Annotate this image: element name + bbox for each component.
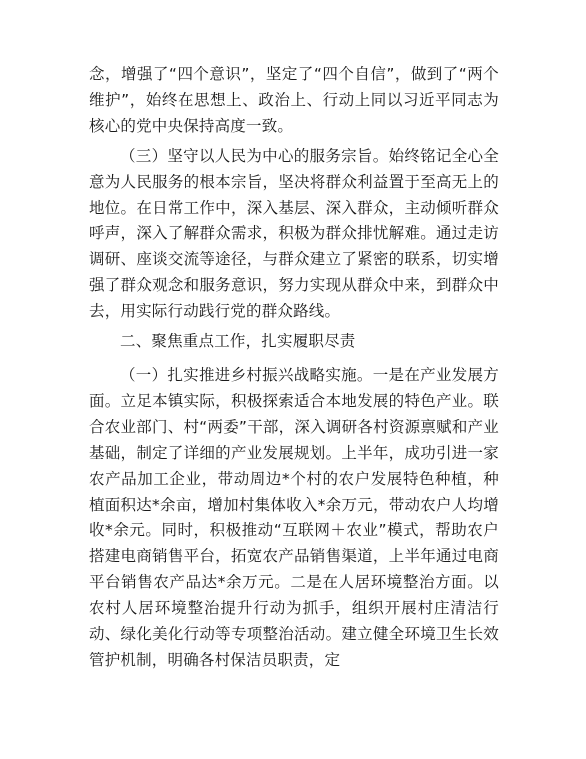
document-body bbox=[89, 62, 499, 678]
paragraph-2: （三）坚守以人民为中心的服务宗旨。始终铭记全心全意为人民服务的根本宗旨，坚决将群众利益置于至高无上的地位。在日常工作中，深入基层、深入群众，主动倾听群众呼声，深入了解群众需求，积极为群众排忧解难。通过走访调研、座谈交流等途径，与群众建立了紧密的联系，切实增强了群众观念和服务意识，努力实现从群众中来，到群众中去，用实际行动践行党的群众路线。 bbox=[89, 146, 499, 321]
paragraph-3: （一）扎实推进乡村振兴战略实施。一是在产业发展方面。立足本镇实际，积极探索适合本地发展的特色产业。联合农业部门、村“两委”干部，深入调研各村资源禀赋和产业基础，制定了详细的产业发展规划。上半年，成功引进一家农产品加工企业，带动周边*个村的农户发展特色种植，种植面积达*余亩，增加村集体收入*余万元，带动农户人均增收*余元。同时，积极推动“互联网＋农业”模式，帮助农户搭建电商销售平台，拓宽农产品销售渠道，上半年通过电商平台销售农产品达*余万元。二是在人居环境整治方面。以农村人居环境整治提升行动为抓手，组织开展村庄清洁行动、绿化美化行动等专项整治活动。建立健全环境卫生长效管护机制，明确各村保洁员职责，定 bbox=[89, 365, 499, 669]
section-heading: 二、聚焦重点工作，扎实履职尽责 bbox=[120, 332, 356, 351]
paragraph-1: 念，增强了“四个意识”，坚定了“四个自信”，做到了“两个维护”，始终在思想上、政治上、行动上同以习近平同志为核心的党中央保持高度一致。 bbox=[89, 65, 499, 135]
